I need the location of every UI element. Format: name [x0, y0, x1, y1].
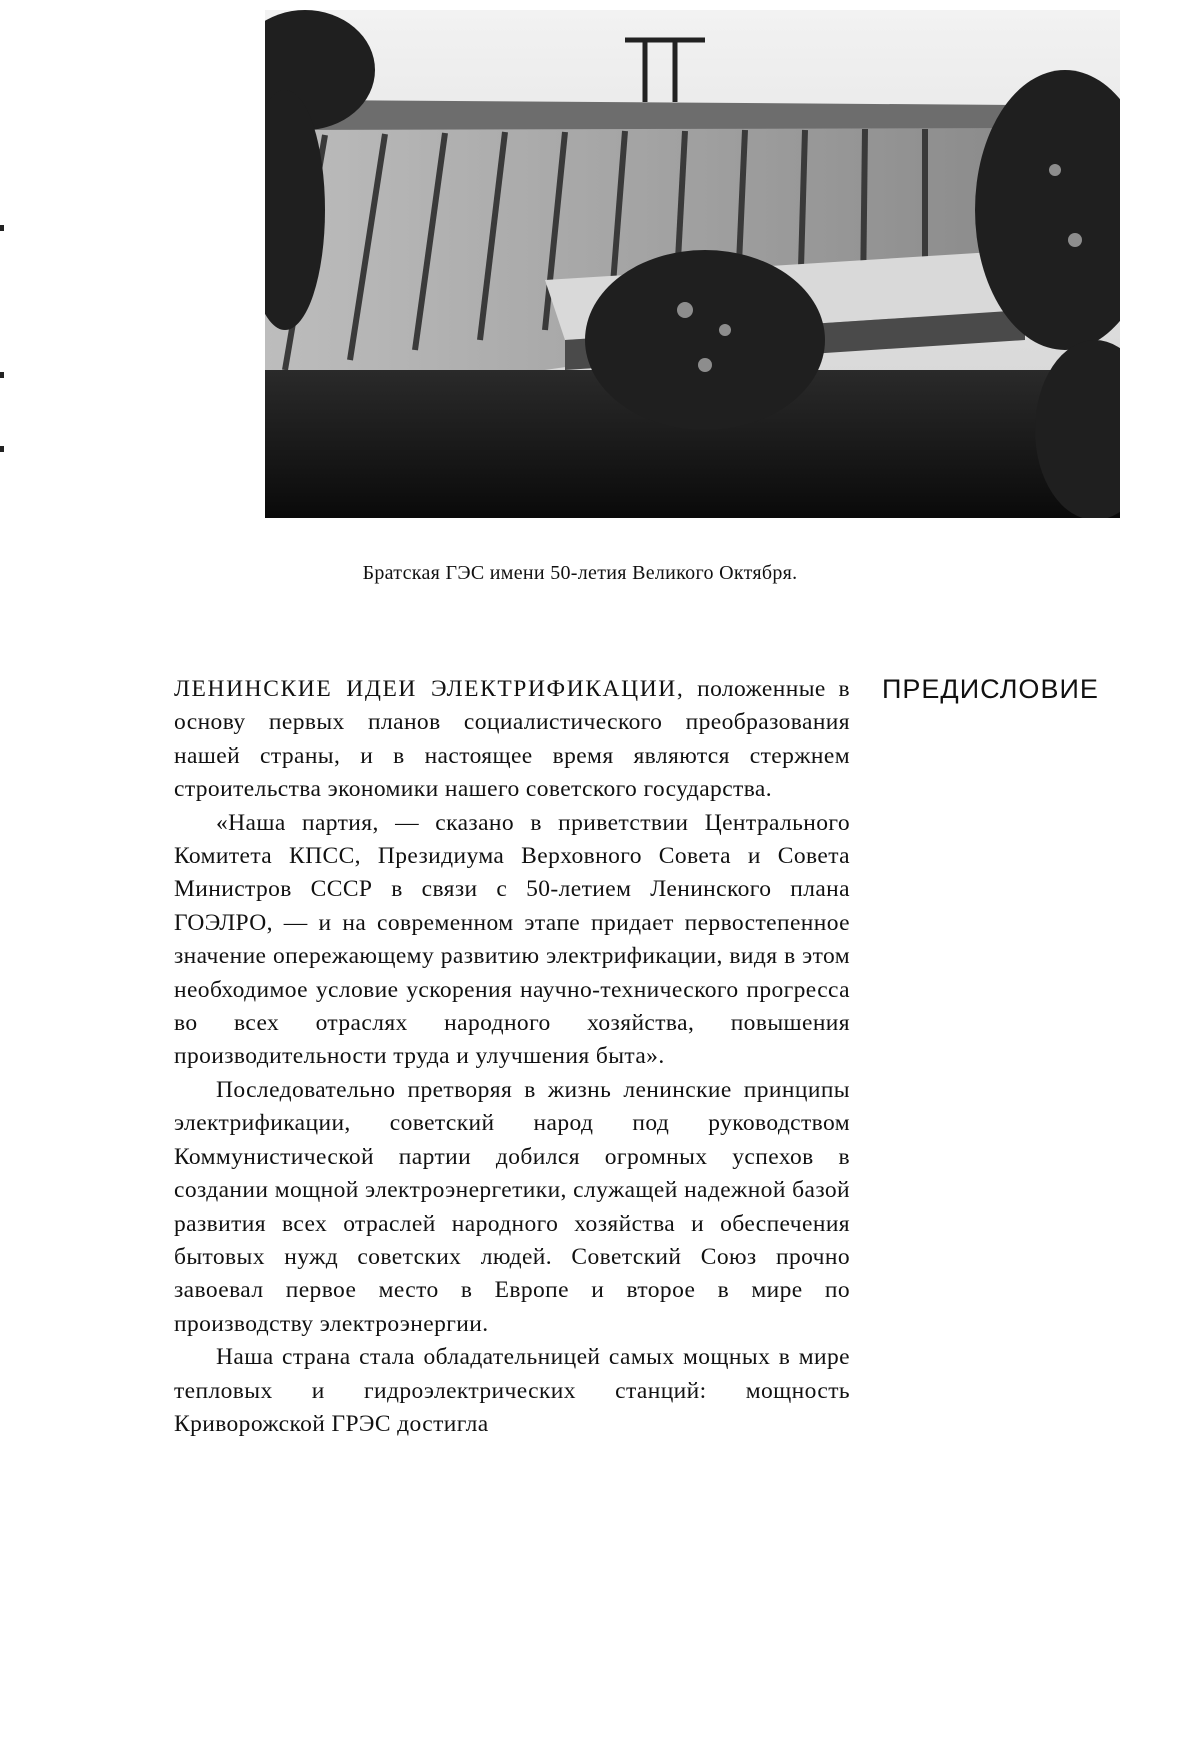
paragraph-4: Наша страна стала обладательницей самых мощных в мире тепловых и гидроэлектрических станций: мощность Криворожской ГРЭС достигла — [174, 1344, 850, 1437]
dam-photo — [265, 10, 1120, 518]
margin-mark — [0, 446, 4, 452]
paragraph-2: «Наша партия, — сказано в приветствии Центрального Комитета КПСС, Президиума Верховного Совета и Совета Министров СССР в связи с 50-летием Ленинского плана ГОЭЛРО, — и на современном этапе придает первостепенное значение опережающему развитию электрификации, видя в этом необходимое условие ускорения научно-технического прогресса во всех отраслях народного хозяйства, повышения производительности труда и улучшения быта». — [174, 809, 850, 1070]
paragraph-1-text: положенные в основу первых планов социалистического преобразования нашей страны, и в настоящее время являются стержнем строительства экономики нашего советского государства. — [174, 676, 851, 803]
margin-mark — [0, 372, 4, 378]
paragraph-1 — [174, 673, 850, 807]
paragraph-1-lead: ЛЕНИНСКИЕ ИДЕИ ЭЛЕКТРИФИКАЦИИ, — [174, 676, 685, 702]
photo-caption: Братская ГЭС имени 50-летия Великого Октября. — [362, 562, 798, 584]
section-heading: ПРЕДИСЛОВИЕ — [882, 674, 1099, 704]
body-text — [174, 673, 850, 1441]
paragraph-3: Последовательно претворяя в жизнь ленинские принципы электрификации, советский народ под руководством Коммунистической партии добился огромных успехов в создании мощной электроэнергетики, служащей надежной базой развития всех отраслей народного хозяйства и обеспечения бытовых нужд советских людей. Советский Союз прочно завоевал первое место в Европе и второе в мире по производству электроэнергии. — [174, 1076, 850, 1337]
dam-illustration — [265, 10, 1120, 518]
margin-mark — [0, 225, 4, 231]
